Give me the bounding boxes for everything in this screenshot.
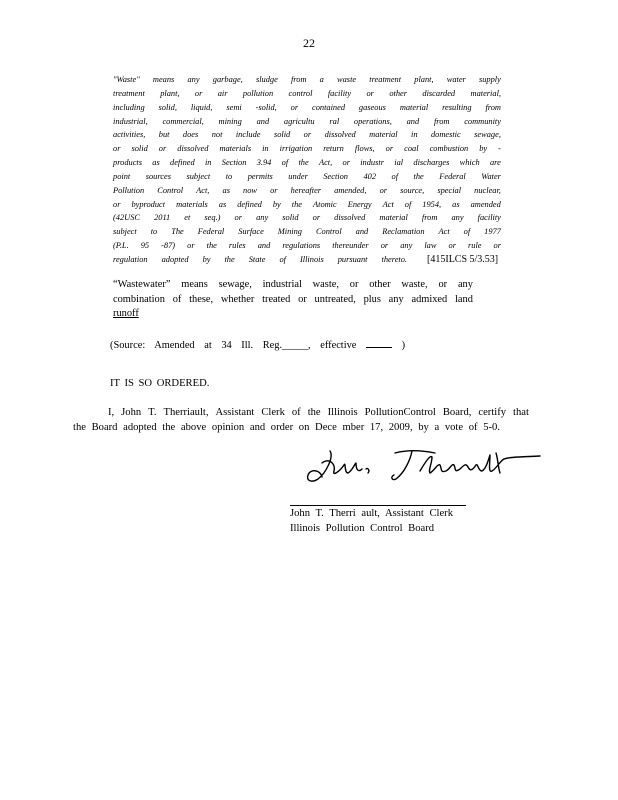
waste-definition-line: (42USC 2011 et seq.) or any solid or dissolved material from any facility [113,213,501,223]
waste-definition-line: treatment plant, or air pollution control facility or other discarded material, [113,88,501,98]
wastewater-definition-line: “Wastewater” means sewage, industrial waste, or other waste, or any [113,279,473,290]
added-text-runoff: runoff [113,308,139,319]
waste-definition-line: products as defined in Section 3.94 of the Act, or industr ial discharges which are [113,158,501,168]
certification-line-1: I, John T. Therriault, Assistant Clerk of the Illinois PollutionControl Board, certify that [108,407,529,418]
waste-definition-line: activities, but does not include solid or dissolved material in domestic sewage, [113,130,501,140]
waste-definition-line: industrial, commercial, mining and agricultu ral operations, and from community [113,116,501,126]
statute-citation: [415ILCS 5/3.53] [427,253,499,265]
wastewater-definition-line [113,307,473,322]
signature-text: John T. Therriault [300,443,308,444]
wastewater-definition [113,278,473,322]
signer-name: John T. Therri ault, Assistant Clerk [290,508,454,519]
waste-definition-line: subject to The Federal Surface Mining Control and Reclamation Act of 1977 [113,227,501,237]
waste-definition-line: or byproduct materials as defined by the Atomic Energy Act of 1954, as amended [113,199,501,209]
waste-definition-line: (P.L. 95 -87) or the rules and regulations thereunder or any law or rule or [113,241,501,251]
waste-definition-line: or solid or dissolved materials in irrigation return flows, or coal combustion by - [113,144,501,154]
source-text: (Source: Amended at 34 Ill. Reg._____, effective [110,340,357,351]
page-number: 22 [303,36,315,50]
waste-definition-line: including solid, liquid, semi -solid, or contained gaseous material resulting from [113,102,501,112]
source-close: ) [401,340,406,351]
certification-line-2: the Board adopted the above opinion and order on Dece mber 17, 2009, by a vote of 5-0. [73,422,500,433]
waste-definition [113,73,501,267]
so-ordered: IT IS SO ORDERED. [110,378,210,389]
waste-definition-line: point sources subject to permits under Section 402 of the Federal Water [113,171,501,181]
waste-definition-line: regulation adopted by the State of Illinois pursuant thereto. [415ILCS 5/3.53] [113,253,499,265]
wastewater-definition-line: combination of these, whether treated or untreated, plus any admixed land [113,293,473,305]
waste-definition-line: "Waste" means any garbage, sludge from a waste treatment plant, water supply [113,75,501,84]
signer-organization: Illinois Pollution Control Board [290,523,435,534]
source-note [110,338,405,351]
waste-definition-line: Pollution Control Act, as now or hereafter amended, or source, special nuclear, [113,185,501,195]
handwritten-signature [300,443,550,493]
certification [73,405,529,435]
signer-block [290,506,453,536]
effective-blank [366,338,392,348]
